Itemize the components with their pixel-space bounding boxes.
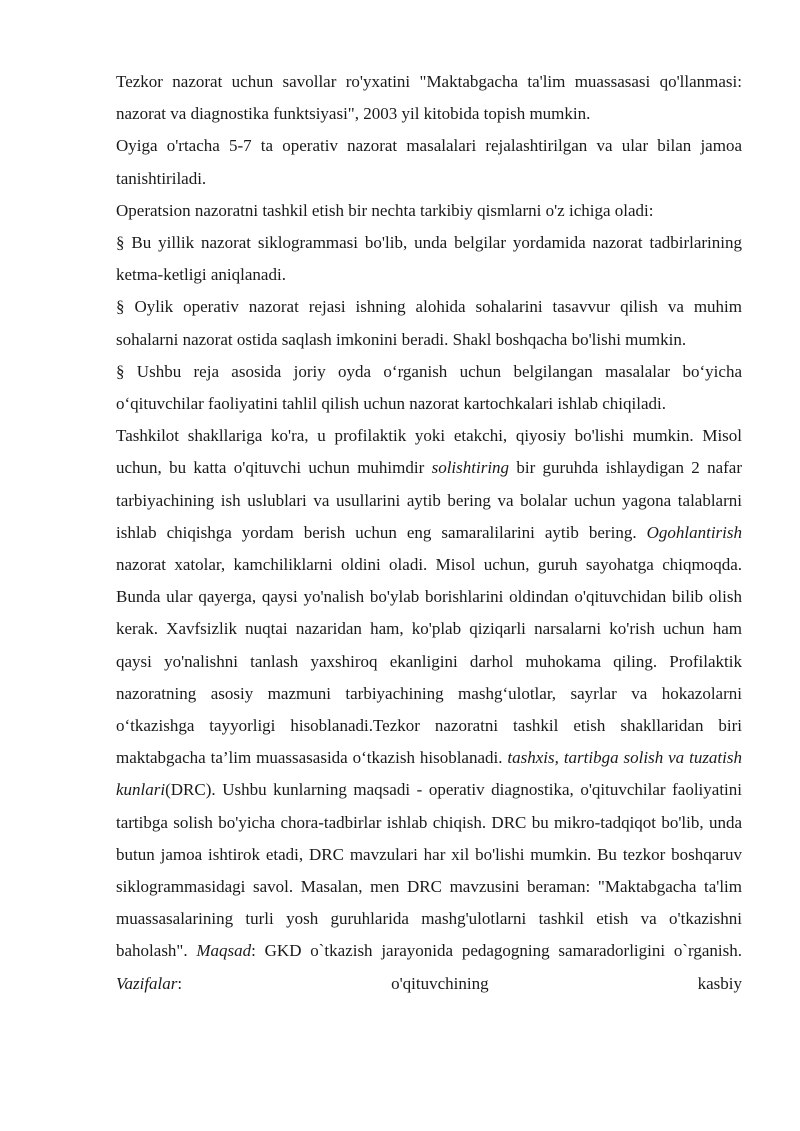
paragraph-1	[116, 66, 742, 130]
paragraph-text: Tezkor nazorat uchun savollar ro'yxatini "Maktabgacha ta'lim muassasasi qo'llanmasi: nazorat va diagnostika funktsiyasi", 2003 yil kitobida topish mumkin.	[116, 72, 742, 124]
text-run: : o'qituvchining kasbiy	[177, 973, 742, 993]
bullet-item-2	[116, 291, 742, 355]
paragraph-main	[116, 420, 742, 1032]
paragraph-3	[116, 195, 742, 227]
italic-term: solishtiring	[431, 458, 510, 478]
document-body	[116, 66, 742, 1032]
paragraph-text: § Ushbu reja asosida joriy oyda o‘rganish uchun belgilangan masalalar bo‘yicha o‘qituvchilar faoliyatini tahlil qilish uchun nazorat kartochkalari ishlab chiqiladi.	[116, 361, 742, 414]
text-run: bir guruhda ishlaydigan 2 nafar tarbiyachining ish uslublari va usullarini aytib bering va bolalar uchun yagona talablarni ishlab chiqishga yordam berish uchun eng samaralilarini aytib bering.	[116, 458, 742, 542]
paragraph-text: § Oylik operativ nazorat rejasi ishning alohida sohalarini tasavvur qilish va muhim sohalarni nazorat ostida saqlash imkonini beradi. Shakl boshqacha bo'lishi mumkin.	[116, 297, 742, 349]
italic-term: Maqsad	[196, 941, 252, 961]
paragraph-2	[116, 130, 742, 194]
paragraph-text: Operatsion nazoratni tashkil etish bir nechta tarkibiy qismlarni o'z ichiga oladi:	[116, 200, 654, 220]
paragraph-text: § Bu yillik nazorat siklogrammasi bo'lib, unda belgilar yordamida nazorat tadbirlarining ketma-ketligi aniqlanadi.	[116, 233, 742, 285]
text-run: : GKD o`tkazish jarayonida pedagogning samaradorligini o`rganish.	[251, 941, 743, 961]
text-run: (DRC). Ushbu kunlarning maqsadi - operativ diagnostika, o'qituvchilar faoliyatini tartibga solish bo'yicha chora-tadbirlar ishlab chiqish. DRC bu mikro-tadqiqot bo'lib, unda butun jamoa ishtirok etadi, DRC mavzulari har xil bo'lishi mumkin. Bu tezkor boshqaruv siklogrammasidagi savol. Masalan, men DRC mavzusini beraman: "Maktabgacha ta'lim muassasalarining turli yosh guruhlarida mashg'ulotlarni tashkil etish va o'tkazishni baholash".	[116, 780, 742, 961]
text-run: Tashkilot shakllariga ko'ra, u profilaktik yoki etakchi, qiyosiy bo'lishi mumkin. Misol uchun, bu katta o'qituvchi uchun muhimdir	[116, 426, 742, 478]
italic-term: Vazifalar	[116, 973, 178, 993]
text-run: nazorat xatolar, kamchiliklarni oldini oladi. Misol uchun, guruh sayohatga chiqmoqda. Bunda ular qayerga, qaysi yo'nalish bo'ylab borishlarini oldindan o'qituvchidan bilib olish kerak. Xavfsizlik nuqtai nazaridan ham, ko'plab qiziqarli narsalarni ko'rish uchun ham qaysi yo'nalishni tanlash yaxshiroq ekanligini darhol muhokama qiling. Profilaktik nazoratning asosiy mazmuni tarbiyachining mashg‘ulotlar, sayrlar va hokazolarni o‘tkazishga tayyorligi hisoblanadi.Tezkor nazoratni tashkil etish shakllaridan biri maktabgacha ta’lim muassasasida o‘tkazish hisoblanadi.	[116, 555, 742, 768]
italic-term: tashxis, tartibga solish va tuzatish kunlari	[116, 748, 742, 800]
bullet-item-3	[116, 356, 742, 420]
paragraph-text: Oyiga o'rtacha 5-7 ta operativ nazorat masalalari rejalashtirilgan va ular bilan jamoa tanishtiriladi.	[116, 136, 742, 188]
bullet-item-1	[116, 227, 742, 291]
italic-term: Ogohlantirish	[646, 522, 742, 542]
